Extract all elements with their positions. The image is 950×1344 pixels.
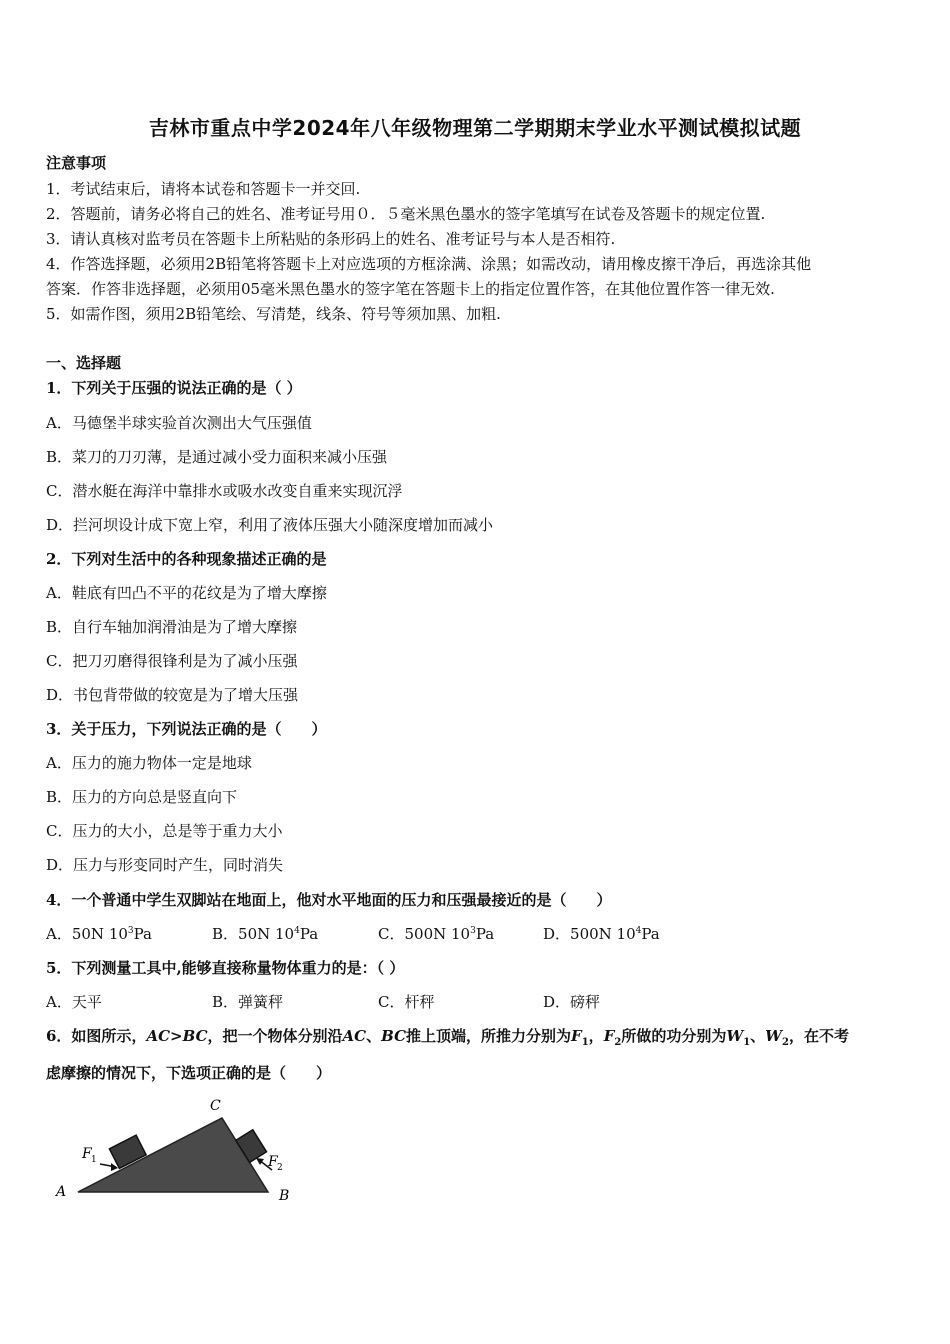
q5-option-d: D．磅秤 — [543, 993, 601, 1011]
q1-option-d: D．拦河坝设计成下宽上窄，利用了液体压强大小随深度增加而减小 — [46, 516, 494, 534]
q2-option-b: B．自行车轴加润滑油是为了增大摩擦 — [46, 618, 298, 636]
notice-item-4: 4．作答选择题，必须用2B铅笔将答题卡上对应选项的方框涂满、涂黑；如需改动，请用橡皮擦干净后，再选涂其他 — [46, 255, 812, 273]
q1-option-c: C．潜水艇在海洋中靠排水或吸水改变自重来实现沉浮 — [46, 482, 403, 500]
q3-option-b: B．压力的方向总是竖直向下 — [46, 788, 238, 806]
label-f1-sub: 1 — [91, 1155, 97, 1165]
q1-option-b: B．菜刀的刀刃薄，是通过减小受力面积来减小压强 — [46, 448, 388, 466]
label-f1: F — [82, 1146, 92, 1162]
q1-option-a: A．马德堡半球实验首次测出大气压强值 — [46, 414, 312, 432]
q3-stem: 3．关于压力，下列说法正确的是（ ） — [46, 720, 327, 738]
triangle-shape — [78, 1118, 268, 1192]
label-b: B — [279, 1188, 290, 1204]
q4-option-c: C．500N $10^3Pa$ — [378, 925, 495, 943]
q3-option-a: A．压力的施力物体一定是地球 — [46, 754, 252, 772]
label-c: C — [210, 1098, 221, 1114]
label-a: A — [56, 1184, 67, 1200]
notice-item-4-cont: 答案．作答非选择题，必须用05毫米黑色墨水的签字笔在答题卡上的指定位置作答，在其他位置作答一律无效. — [46, 280, 775, 298]
notice-item-1: 1．考试结束后，请将本试卷和答题卡一并交回. — [46, 180, 361, 198]
f2-arrowhead — [256, 1158, 264, 1165]
notice-item-2: 2．答题前，请务必将自己的姓名、准考证号用０．５毫米黑色墨水的签字笔填写在试卷及答题卡的规定位置. — [46, 205, 766, 223]
q2-option-d: D．书包背带做的较宽是为了增大压强 — [46, 686, 299, 704]
label-f2: F — [268, 1154, 278, 1170]
q5-option-b: B．弹簧秤 — [212, 993, 284, 1011]
notice-heading: 注意事项 — [46, 154, 107, 172]
q2-option-c: C．把刀刃磨得很锋利是为了减小压强 — [46, 652, 298, 670]
q6-stem-cont: 虑摩擦的情况下，下选项正确的是（ ） — [46, 1064, 332, 1082]
notice-item-5: 5．如需作图，须用2B铅笔绘、写清楚，线条、符号等须加黑、加粗. — [46, 305, 501, 323]
q5-option-a: A．天平 — [46, 993, 102, 1011]
q5-stem: 5．下列测量工具中,能够直接称量物体重力的是：（ ） — [46, 959, 405, 977]
q1-stem: 1．下列关于压强的说法正确的是（ ） — [46, 379, 302, 397]
exam-title: 吉林市重点中学2024年八年级物理第二学期期末学业水平测试模拟试题 — [148, 116, 802, 140]
q6-stem: 6．如图所示，AC>BC，把一个物体分别沿AC、BC推上顶端，所推力分别为$F_1$，$F_2$所做的功分别为$W_1$、$W_2$，在不考 — [46, 1027, 850, 1048]
q4-option-a: A．50N $10^3Pa$ — [46, 925, 153, 943]
notice-item-3: 3．请认真核对监考员在答题卡上所粘贴的条形码上的姓名、准考证号与本人是否相符. — [46, 230, 616, 248]
label-f2-sub: 2 — [277, 1163, 283, 1173]
q2-stem: 2．下列对生活中的各种现象描述正确的是 — [46, 550, 327, 568]
q2-option-a: A．鞋底有凹凸不平的花纹是为了增大摩擦 — [46, 584, 327, 602]
q4-option-b: B．50N $10^4Pa$ — [212, 925, 319, 943]
section-heading: 一、选择题 — [46, 354, 122, 372]
incline-figure — [50, 1092, 310, 1212]
q5-option-c: C．杆秤 — [378, 993, 435, 1011]
q3-option-c: C．压力的大小，总是等于重力大小 — [46, 822, 283, 840]
q4-option-d: D．500N $10^4Pa$ — [543, 925, 660, 943]
q3-option-d: D．压力与形变同时产生，同时消失 — [46, 856, 284, 874]
q4-stem: 4．一个普通中学生双脚站在地面上，他对水平地面的压力和压强最接近的是（ ） — [46, 891, 612, 909]
